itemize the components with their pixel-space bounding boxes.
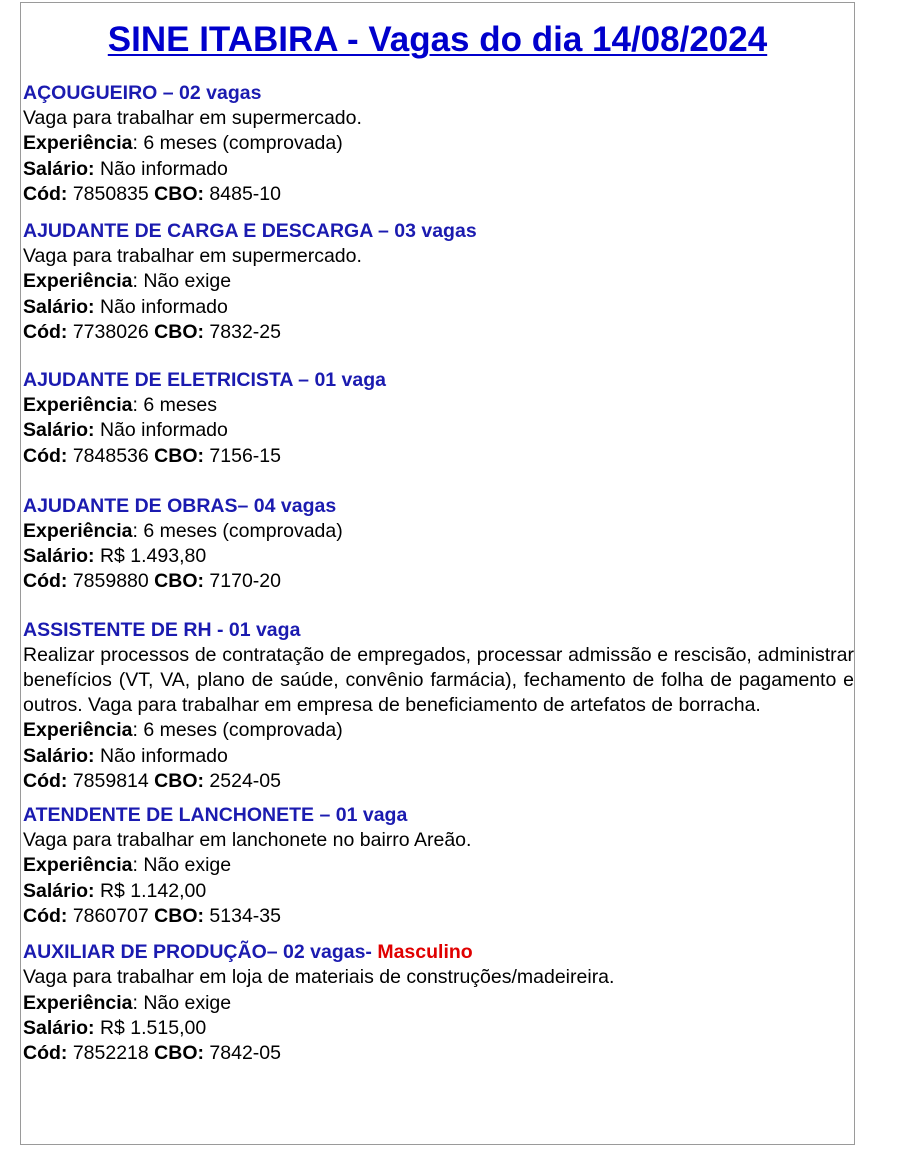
job-codes [23,904,854,929]
experience-value: : 6 meses (comprovada) [132,719,343,742]
job-description: Vaga para trabalhar em lanchonete no bairro Areão. [23,829,472,852]
job-title: AÇOUGUEIRO – 02 vagas [23,82,262,104]
code-label: Cód: [23,1041,68,1064]
job-experience [23,131,854,156]
job-codes [23,444,854,469]
job-listing [23,81,854,207]
code-label: Cód: [23,904,68,927]
cbo-label: CBO: [154,444,204,467]
code-value: 7859880 [67,570,155,593]
salary-label: Salário: [23,545,95,568]
code-value: 7848536 [67,444,155,467]
salary-value: R$ 1.493,80 [94,545,207,568]
job-experience [23,853,854,878]
experience-label: Experiência [23,394,133,417]
cbo-value: 2524-05 [204,769,281,792]
job-listing [23,368,854,469]
cbo-label: CBO: [154,769,204,792]
job-codes [23,769,854,794]
job-experience [23,393,854,418]
job-experience [23,718,854,743]
experience-value: : 6 meses [132,394,218,417]
salary-value: R$ 1.515,00 [94,1016,207,1039]
cbo-value: 7832-25 [204,320,281,343]
cbo-value: 8485-10 [204,182,281,205]
cbo-label: CBO: [154,320,204,343]
job-title: ATENDENTE DE LANCHONETE – 01 vaga [23,804,408,827]
job-title: AJUDANTE DE CARGA E DESCARGA – 03 vagas [23,220,477,243]
experience-label: Experiência [23,719,133,742]
code-value: 7738026 [67,320,155,343]
job-listing [23,803,854,929]
experience-value: : 6 meses (comprovada) [132,520,343,543]
experience-value: : Não exige [132,854,232,877]
job-codes [23,569,854,594]
job-salary [23,157,854,182]
salary-value: Não informado [94,157,228,180]
salary-value: R$ 1.142,00 [94,879,207,902]
job-title: AJUDANTE DE OBRAS– 04 vagas [23,494,337,517]
job-codes [23,182,854,207]
job-title: ASSISTENTE DE RH - 01 vaga [23,618,301,641]
experience-value: : Não exige [132,991,232,1014]
code-label: Cód: [23,769,68,792]
job-title-text: AUXILIAR DE PRODUÇÃO– 02 vagas- [23,941,372,964]
code-value: 7859814 [67,769,155,792]
experience-label: Experiência [23,132,133,155]
cbo-label: CBO: [154,182,204,205]
job-salary [23,418,854,443]
job-experience [23,519,854,544]
experience-label: Experiência [23,520,133,543]
job-salary [23,744,854,769]
salary-label: Salário: [23,295,95,318]
job-salary [23,295,854,320]
salary-label: Salário: [23,744,95,767]
code-label: Cód: [23,444,68,467]
cbo-value: 7156-15 [204,444,281,467]
experience-label: Experiência [23,854,133,877]
salary-value: Não informado [94,744,228,767]
experience-label: Experiência [23,270,133,293]
job-experience [23,269,854,294]
cbo-label: CBO: [154,1041,204,1064]
salary-label: Salário: [23,879,95,902]
job-salary [23,879,854,904]
salary-label: Salário: [23,419,95,442]
job-codes [23,320,854,345]
code-label: Cód: [23,570,68,593]
cbo-value: 7842-05 [204,1041,281,1064]
cbo-value: 7170-20 [204,570,281,593]
salary-label: Salário: [23,157,95,180]
job-description: Vaga para trabalhar em supermercado. [23,245,362,268]
code-value: 7852218 [67,1041,155,1064]
experience-value: : Não exige [132,270,232,293]
code-label: Cód: [23,320,68,343]
job-listing [23,494,854,595]
job-salary [23,1016,854,1041]
job-experience [23,991,854,1016]
salary-label: Salário: [23,1016,95,1039]
job-codes [23,1041,854,1066]
job-salary [23,544,854,569]
code-label: Cód: [23,182,68,205]
salary-value: Não informado [94,419,228,442]
job-list [23,81,854,1066]
experience-label: Experiência [23,991,133,1014]
gender-requirement: Masculino [371,941,473,964]
job-listing [23,618,854,794]
cbo-value: 5134-35 [204,904,281,927]
job-title: AJUDANTE DE ELETRICISTA – 01 vaga [23,369,386,392]
job-listing [23,219,854,345]
job-description: Vaga para trabalhar em loja de materiais de construções/madeireira. [23,966,615,989]
salary-value: Não informado [94,295,228,318]
code-value: 7860707 [67,904,155,927]
job-description: Vaga para trabalhar em supermercado. [23,107,362,130]
job-title [23,940,854,965]
job-description: Realizar processos de contratação de empregados, processar admissão e rescisão, administrar benefícios (VT, VA, plano de saúde, convênio farmácia), fechamento de folha de pagamento e outros. Vaga para trabalhar em empresa de beneficiamento de artefatos de borracha. [23,643,854,717]
cbo-label: CBO: [154,904,204,927]
job-listing [23,940,854,1066]
page-title: SINE ITABIRA - Vagas do dia 14/08/2024 [107,20,768,59]
code-value: 7850835 [67,182,155,205]
experience-value: : 6 meses (comprovada) [132,132,343,155]
cbo-label: CBO: [154,570,204,593]
